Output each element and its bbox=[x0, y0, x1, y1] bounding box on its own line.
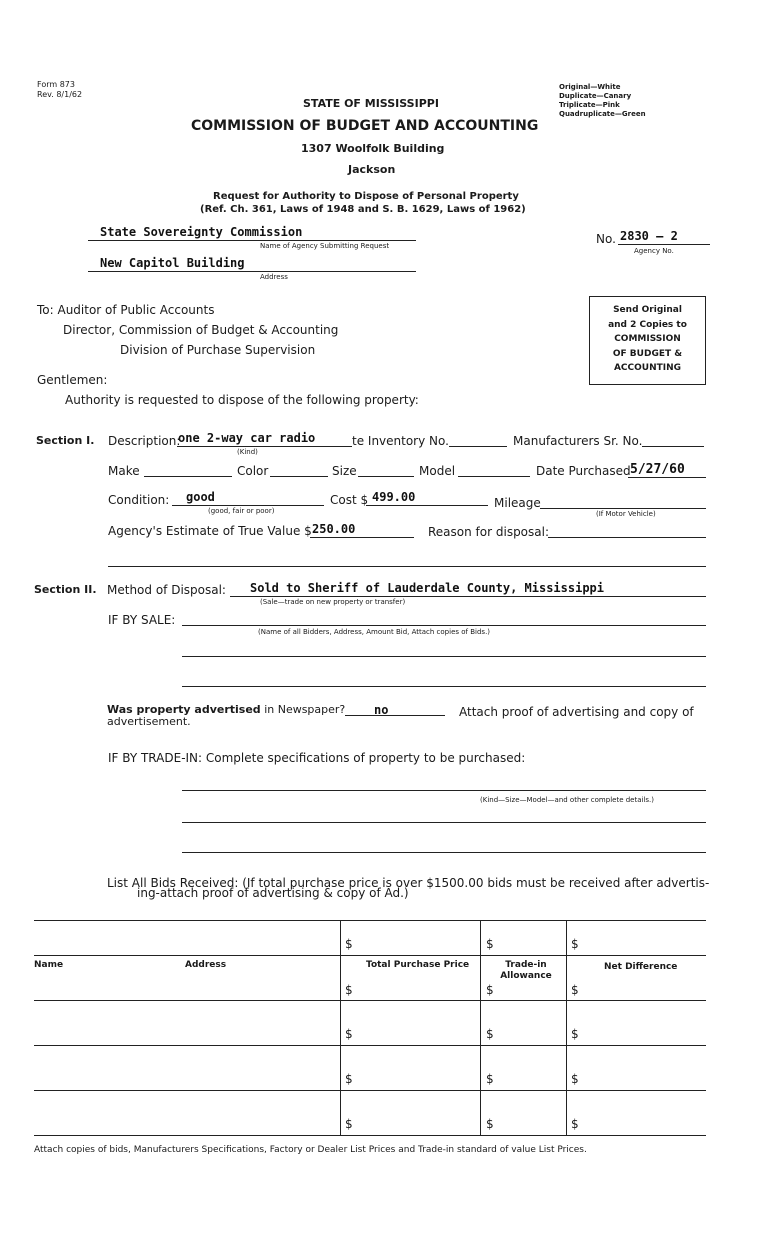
cost-value[interactable]: 499.00 bbox=[372, 490, 416, 504]
color-label: Color bbox=[237, 464, 269, 478]
cost-label: Cost $ bbox=[330, 493, 369, 507]
agency-name-caption: Name of Agency Submitting Request bbox=[260, 242, 390, 250]
to-auditor: To: Auditor of Public Accounts bbox=[37, 303, 215, 317]
size-label: Size bbox=[332, 464, 357, 478]
description-value[interactable]: one 2-way car radio bbox=[178, 431, 316, 445]
to-director: Director, Commission of Budget & Accounting bbox=[63, 323, 339, 337]
section-2-label: Section II. bbox=[34, 583, 97, 596]
reason-label: Reason for disposal: bbox=[428, 525, 550, 539]
dollar-sign: $ bbox=[486, 937, 494, 951]
dollar-sign: $ bbox=[345, 1027, 353, 1041]
advertisement-text: advertisement. bbox=[107, 715, 191, 728]
mileage-caption: (If Motor Vehicle) bbox=[596, 510, 656, 518]
dollar-sign: $ bbox=[571, 983, 579, 997]
header-total-purchase-price: Total Purchase Price bbox=[366, 960, 470, 970]
send-copies-box: Send Original and 2 Copies to COMMISSION OF BUDGET & ACCOUNTING bbox=[589, 296, 706, 385]
agency-address-caption: Address bbox=[260, 273, 288, 281]
header-trade-in-allowance: Trade-in Allowance bbox=[500, 960, 552, 981]
authority-statement: Authority is requested to dispose of the following property: bbox=[65, 393, 419, 407]
agency-name-value[interactable]: State Sovereignty Commission bbox=[100, 225, 303, 239]
description-label: Description: bbox=[108, 434, 181, 448]
date-purchased-label: Date Purchased bbox=[536, 464, 631, 478]
advertised-question: Was property advertised in Newspaper? bbox=[107, 703, 346, 716]
if-by-sale-label: IF BY SALE: bbox=[108, 613, 176, 627]
city: Jackson bbox=[348, 163, 396, 176]
form-number: Form 873 bbox=[37, 80, 75, 89]
attach-proof-text: Attach proof of advertising and copy of bbox=[459, 705, 694, 719]
building-address: 1307 Woolfolk Building bbox=[301, 142, 445, 155]
mileage-label: Mileage bbox=[494, 496, 541, 510]
estimate-value[interactable]: 250.00 bbox=[312, 522, 356, 536]
dollar-sign: $ bbox=[571, 1072, 579, 1086]
condition-label: Condition: bbox=[108, 493, 170, 507]
header-address: Address bbox=[185, 960, 227, 970]
method-value[interactable]: Sold to Sheriff of Lauderdale County, Mississippi bbox=[250, 581, 605, 595]
condition-value[interactable]: good bbox=[186, 490, 215, 504]
date-purchased-value[interactable]: 5/27/60 bbox=[630, 462, 685, 477]
dollar-sign: $ bbox=[486, 1072, 494, 1086]
agency-no-value[interactable]: 2830 — 2 bbox=[620, 229, 678, 243]
agency-no-caption: Agency No. bbox=[634, 247, 674, 255]
request-title: Request for Authority to Dispose of Personal Property bbox=[213, 191, 519, 202]
kind-caption: (Kind) bbox=[237, 448, 258, 456]
state-title: STATE OF MISSISSIPPI bbox=[303, 97, 439, 110]
section-1-label: Section I. bbox=[36, 434, 95, 447]
dollar-sign: $ bbox=[486, 1117, 494, 1131]
dollar-sign: $ bbox=[571, 937, 579, 951]
method-caption: (Sale—trade on new property or transfer) bbox=[260, 598, 406, 606]
request-reference: (Ref. Ch. 361, Laws of 1948 and S. B. 1629, Laws of 1962) bbox=[200, 204, 526, 215]
dollar-sign: $ bbox=[345, 983, 353, 997]
footer-note: Attach copies of bids, Manufacturers Specifications, Factory or Dealer List Prices and Trade-in standard of value List Prices. bbox=[34, 1145, 587, 1155]
dollar-sign: $ bbox=[345, 1072, 353, 1086]
bids-instruction-line2: ing-attach proof of advertising & copy of Ad.) bbox=[137, 886, 409, 900]
dollar-sign: $ bbox=[345, 937, 353, 951]
dollar-sign: $ bbox=[571, 1117, 579, 1131]
agency-address-value[interactable]: New Capitol Building bbox=[100, 256, 245, 270]
dollar-sign: $ bbox=[571, 1027, 579, 1041]
header-name: Name bbox=[34, 960, 64, 970]
revision-date: Rev. 8/1/62 bbox=[37, 90, 83, 99]
if-by-sale-caption: (Name of all Bidders, Address, Amount Bid, Attach copies of Bids.) bbox=[258, 628, 491, 636]
trade-in-caption: (Kind—Size—Model—and other complete details.) bbox=[480, 796, 654, 804]
copy-distribution: Original—White Duplicate—Canary Triplicate—Pink Quadruplicate—Green bbox=[559, 83, 646, 118]
estimate-label: Agency's Estimate of True Value $ bbox=[108, 524, 312, 538]
commission-title: COMMISSION OF BUDGET AND ACCOUNTING bbox=[191, 118, 539, 134]
bids-instruction-line1: List All Bids Received: (If total purchase price is over $1500.00 bids must be received after advertis- bbox=[107, 876, 710, 890]
condition-caption: (good, fair or poor) bbox=[208, 507, 275, 515]
salutation: Gentlemen: bbox=[37, 373, 108, 387]
method-label: Method of Disposal: bbox=[107, 583, 226, 597]
trade-in-instructions: IF BY TRADE-IN: Complete specifications of property to be purchased: bbox=[108, 751, 526, 765]
to-division: Division of Purchase Supervision bbox=[120, 343, 316, 357]
dollar-sign: $ bbox=[486, 1027, 494, 1041]
agency-no-label: No. bbox=[596, 232, 616, 246]
header-net-difference: Net Difference bbox=[604, 962, 678, 972]
manufacturer-serial-label: Manufacturers Sr. No. bbox=[513, 434, 643, 448]
advertised-value[interactable]: no bbox=[374, 703, 389, 717]
make-label: Make bbox=[108, 464, 140, 478]
dollar-sign: $ bbox=[486, 983, 494, 997]
model-label: Model bbox=[419, 464, 456, 478]
inventory-label: te Inventory No. bbox=[352, 434, 449, 448]
dollar-sign: $ bbox=[345, 1117, 353, 1131]
